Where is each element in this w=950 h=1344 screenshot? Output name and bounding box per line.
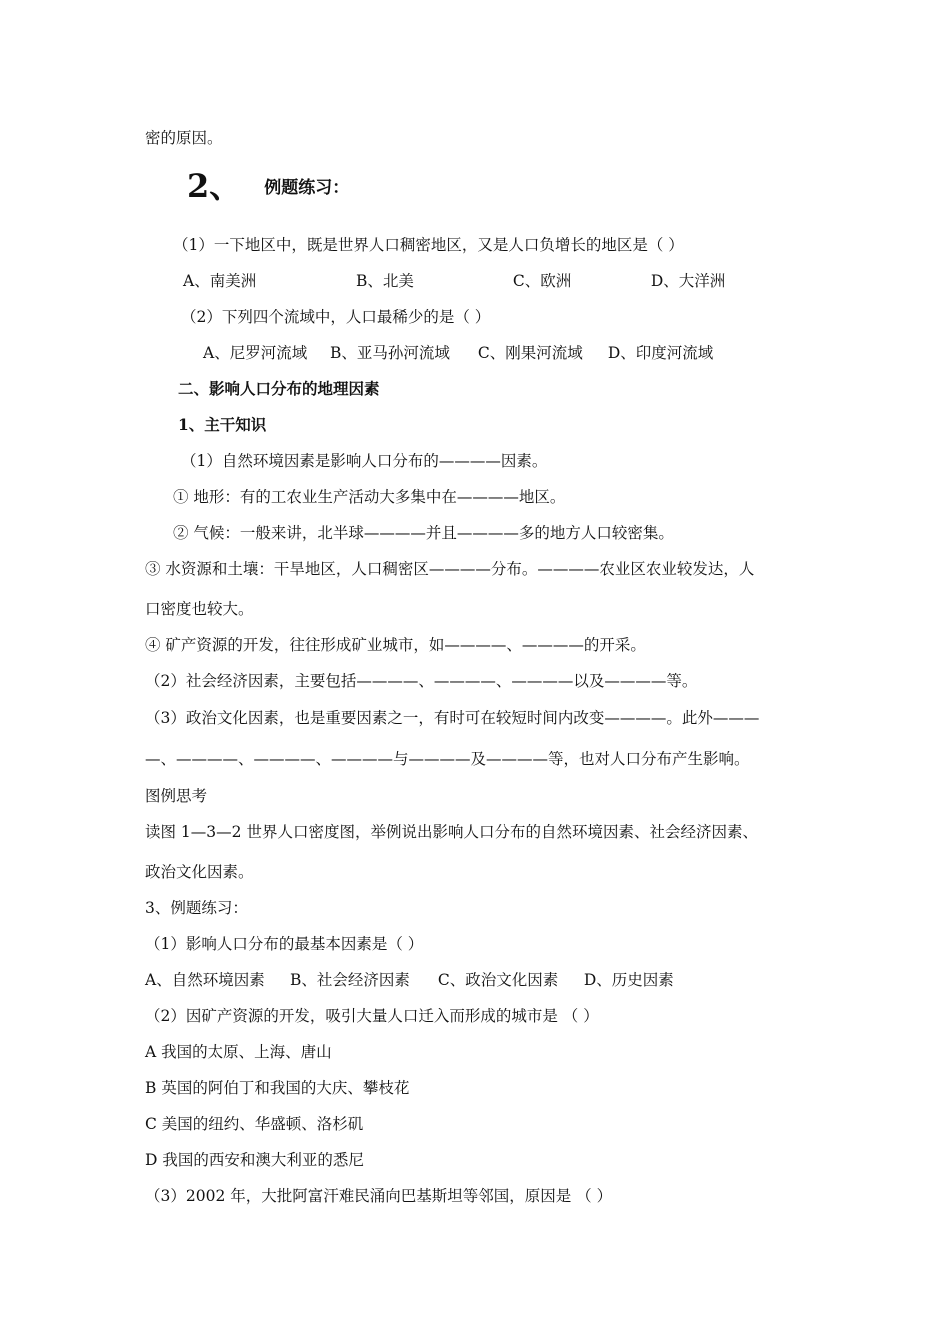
- option-a: A、南美洲: [183, 272, 257, 290]
- option-a: A 我国的太原、上海、唐山: [145, 1043, 332, 1061]
- section-title: 例题练习：: [264, 178, 350, 198]
- question-2: （2）下列四个流域中，人口最稀少的是（ ）: [181, 308, 491, 326]
- text-line: 政治文化因素。: [145, 863, 254, 881]
- option-b: B、亚马孙河流域: [329, 344, 450, 362]
- question-1: （1）一下地区中，既是世界人口稠密地区，又是人口负增长的地区是（ ）: [173, 236, 684, 254]
- text-line: （2）社会经济因素，主要包括————、————、————以及————等。: [145, 672, 698, 690]
- option-a: A、尼罗河流域: [203, 344, 308, 362]
- text-line: 读图 1—3—2 世界人口密度图，举例说出影响人口分布的自然环境因素、社会经济因素、: [145, 823, 758, 841]
- question-2-options: [203, 343, 713, 363]
- section-number: 2、: [187, 167, 242, 205]
- option-c: C、欧洲: [512, 272, 572, 290]
- option-d: D 我国的西安和澳大利亚的悉尼: [145, 1151, 364, 1169]
- option-d: D、历史因素: [583, 971, 674, 989]
- question-1-options: [183, 271, 725, 291]
- text-line: ② 气候：一般来讲，北半球————并且————多的地方人口较密集。: [173, 524, 674, 542]
- text-line: （1）自然环境因素是影响人口分布的————因素。: [181, 452, 548, 470]
- option-c: C 美国的纽约、华盛顿、洛杉矶: [145, 1115, 364, 1133]
- option-c: C、刚果河流域: [477, 344, 583, 362]
- option-b: B 英国的阿伯丁和我国的大庆、攀枝花: [145, 1079, 410, 1097]
- question-3: （3）2002 年，大批阿富汗难民涌向巴基斯坦等邻国，原因是 （ ）: [145, 1187, 613, 1205]
- option-b: B、北美: [355, 272, 414, 290]
- subheading: 图例思考: [145, 787, 208, 805]
- subheading: 3、例题练习：: [145, 899, 248, 917]
- option-b: B、社会经济因素: [289, 971, 410, 989]
- option-d: D、大洋洲: [650, 272, 726, 290]
- subheading: 1、主干知识: [178, 415, 267, 434]
- question-1: （1）影响人口分布的最基本因素是（ ）: [145, 935, 424, 953]
- option-a: A、自然环境因素: [145, 971, 265, 989]
- question-2: （2）因矿产资源的开发，吸引大量人口迁入而形成的城市是 （ ）: [145, 1007, 599, 1025]
- question-1-options: [145, 970, 674, 990]
- text-line: 口密度也较大。: [145, 600, 254, 618]
- text-line: —、————、————、————与————及————等，也对人口分布产生影响。: [145, 750, 750, 768]
- text-line: ③ 水资源和土壤：干旱地区，人口稠密区————分布。————农业区农业较发达，人: [145, 560, 755, 578]
- option-d: D、印度河流域: [607, 344, 714, 362]
- option-c: C、政治文化因素: [437, 971, 559, 989]
- text-line: 密的原因。: [145, 129, 223, 147]
- text-line: （3）政治文化因素，也是重要因素之一，有时可在较短时间内改变————。此外———: [145, 709, 760, 727]
- section-heading-2: 二、影响人口分布的地理因素: [178, 379, 380, 398]
- section-heading: [187, 168, 349, 204]
- text-line: ① 地形：有的工农业生产活动大多集中在————地区。: [173, 488, 566, 506]
- text-line: ④ 矿产资源的开发，往往形成矿业城市，如————、————的开采。: [145, 636, 646, 654]
